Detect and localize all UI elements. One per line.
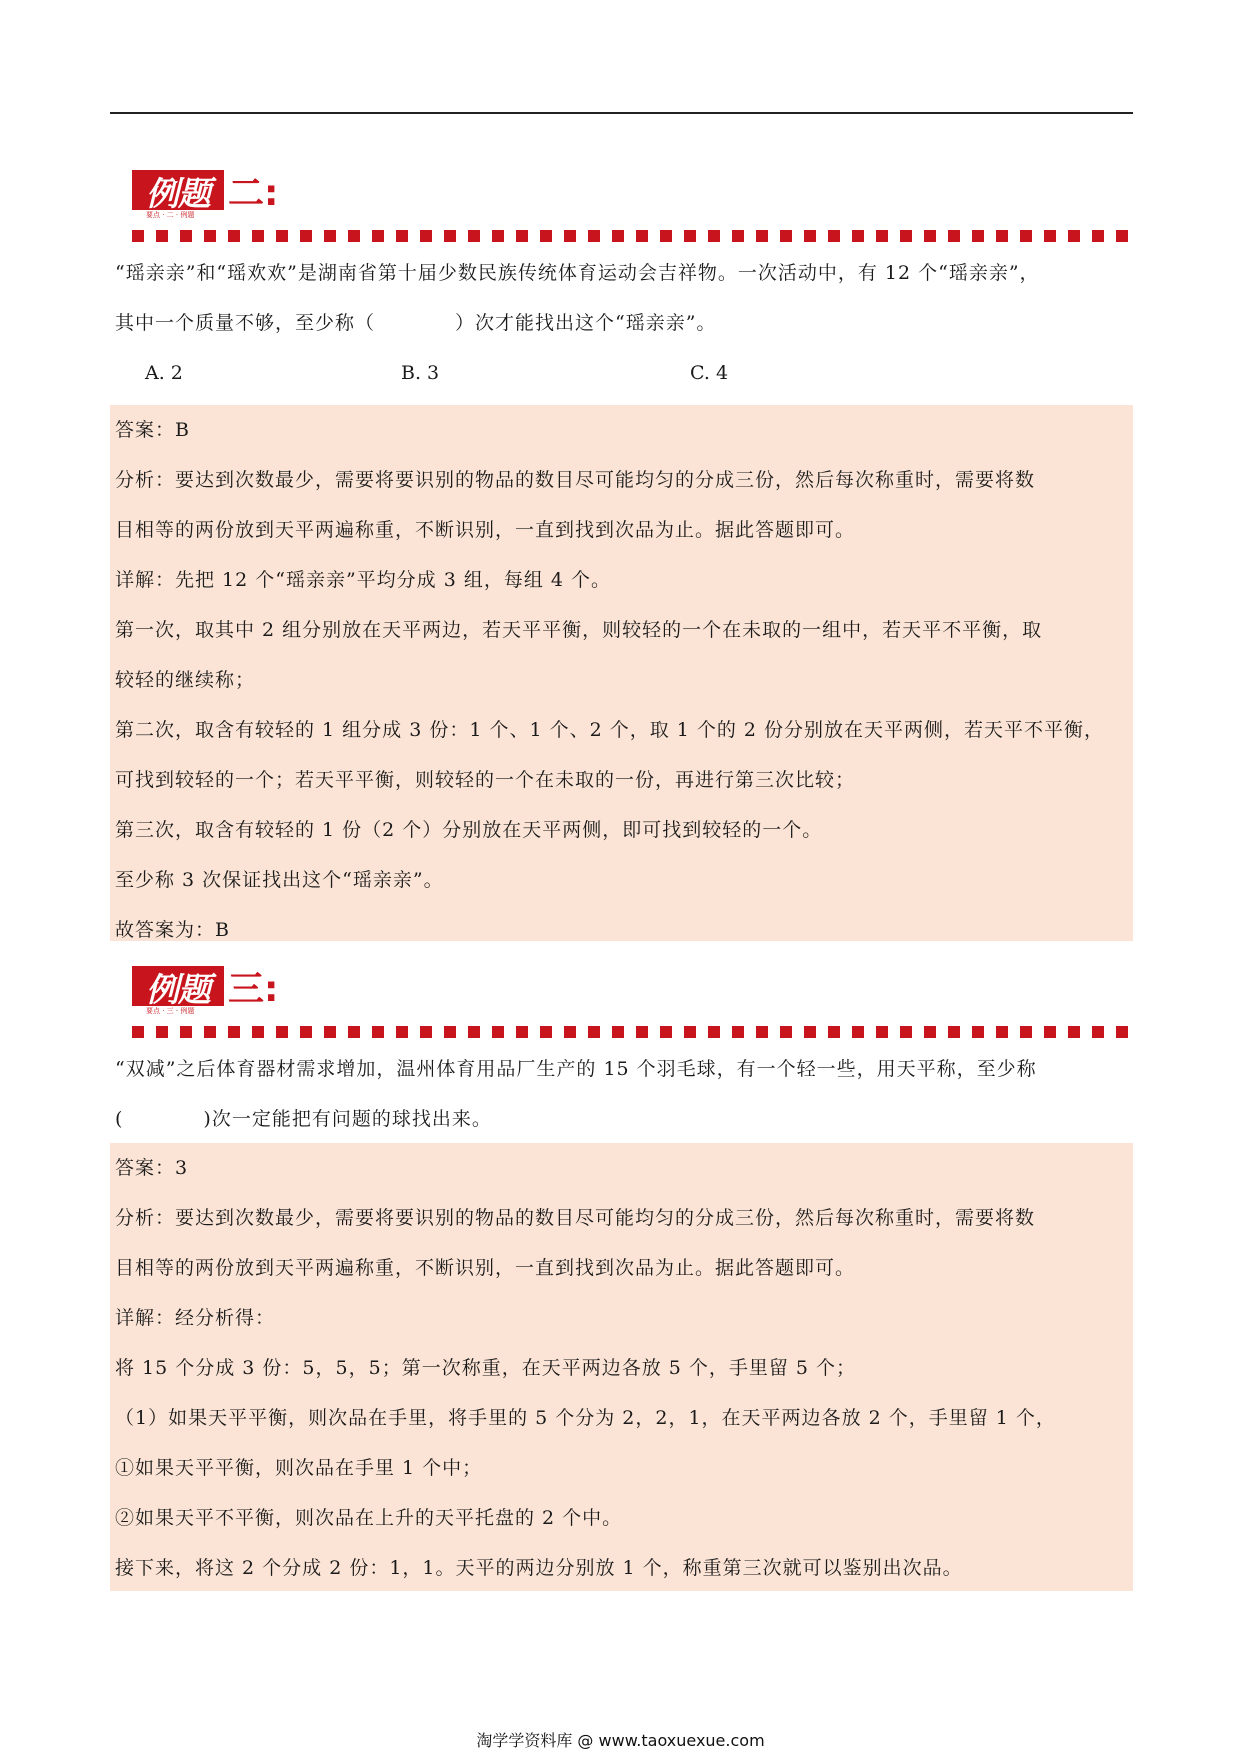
top-rule	[110, 112, 1133, 114]
answer-line: 答案：3	[115, 1157, 189, 1179]
answer-line: 详解：经分析得：	[115, 1307, 276, 1329]
answer-line: 第三次，取含有较轻的 1 份（2 个）分别放在天平两侧，即可找到较轻的一个。	[115, 819, 823, 841]
example-number: 三:	[228, 969, 279, 1010]
answer-line: 可找到较轻的一个；若天平平衡，则较轻的一个在未取的一份，再进行第三次比较；	[115, 769, 856, 791]
option-c: C. 4	[690, 362, 729, 384]
answer-line: ②如果天平不平衡，则次品在上升的天平托盘的 2 个中。	[115, 1507, 623, 1529]
option-b: B. 3	[401, 362, 440, 384]
example2-header	[110, 170, 1140, 240]
badge-subtitle: 要点 · 三 · 例题	[146, 1007, 195, 1015]
answer-line: 答案：B	[115, 419, 190, 441]
example3-header	[110, 966, 1140, 1036]
answer-line: 至少称 3 次保证找出这个“瑶亲亲”。	[115, 869, 444, 891]
example3-question	[115, 1044, 1130, 1144]
example-badge	[132, 170, 224, 226]
badge-label: 例题	[146, 970, 210, 1009]
question-line: “瑶亲亲”和“瑶欢欢”是湖南省第十届少数民族传统体育运动会吉祥物。一次活动中，有 12 个“瑶亲亲”，	[115, 262, 1040, 284]
example3-answer-box	[110, 1143, 1133, 1591]
answer-line: 较轻的继续称；	[115, 669, 256, 691]
footer-watermark: 淘学学资料库 @ www.taoxuexue.com	[476, 1731, 765, 1750]
answer-line: （1）如果天平平衡，则次品在手里，将手里的 5 个分为 2，2，1，在天平两边各放 2 个，手里留 1 个，	[115, 1407, 1056, 1429]
example-number: 二:	[228, 173, 279, 214]
answer-line: 第一次，取其中 2 组分别放在天平两边，若天平平衡，则较轻的一个在未取的一组中，若天平不平衡，取	[115, 619, 1043, 641]
question-line: 其中一个质量不够，至少称（ ）次才能找出这个“瑶亲亲”。	[115, 312, 717, 334]
dashed-divider	[132, 1026, 1135, 1038]
answer-line: 分析：要达到次数最少，需要将要识别的物品的数目尽可能均匀的分成三份，然后每次称重时，需要将数	[115, 469, 1036, 491]
dashed-divider	[132, 230, 1135, 242]
answer-line: 分析：要达到次数最少，需要将要识别的物品的数目尽可能均匀的分成三份，然后每次称重时，需要将数	[115, 1207, 1036, 1229]
answer-line: 目相等的两份放到天平两遍称重，不断识别，一直到找到次品为止。据此答题即可。	[115, 1257, 856, 1279]
answer-line: 将 15 个分成 3 份：5，5，5；第一次称重，在天平两边各放 5 个，手里留 5 个；	[115, 1357, 857, 1379]
example-badge	[132, 966, 224, 1022]
answer-line: ①如果天平平衡，则次品在手里 1 个中；	[115, 1457, 483, 1479]
question-line: “双减”之后体育器材需求增加，温州体育用品厂生产的 15 个羽毛球，有一个轻一些，用天平称，至少称	[115, 1058, 1037, 1080]
answer-line: 故答案为：B	[115, 919, 230, 941]
example2-question	[115, 248, 1130, 348]
answer-line: 目相等的两份放到天平两遍称重，不断识别，一直到找到次品为止。据此答题即可。	[115, 519, 856, 541]
answer-line: 第二次，取含有较轻的 1 组分成 3 份：1 个、1 个、2 个，取 1 个的 2 份分别放在天平两侧，若天平不平衡，	[115, 719, 1105, 741]
question-line: ( )次一定能把有问题的球找出来。	[115, 1108, 492, 1130]
option-a: A. 2	[145, 362, 183, 384]
example2-options	[145, 348, 1045, 398]
answer-line: 详解：先把 12 个“瑶亲亲”平均分成 3 组，每组 4 个。	[115, 569, 612, 591]
example2-answer-box	[110, 405, 1133, 941]
answer-line: 接下来，将这 2 个分成 2 份：1，1。天平的两边分别放 1 个，称重第三次就可以鉴别出次品。	[115, 1557, 963, 1579]
badge-subtitle: 要点 · 二 · 例题	[146, 211, 195, 219]
badge-label: 例题	[146, 174, 210, 213]
